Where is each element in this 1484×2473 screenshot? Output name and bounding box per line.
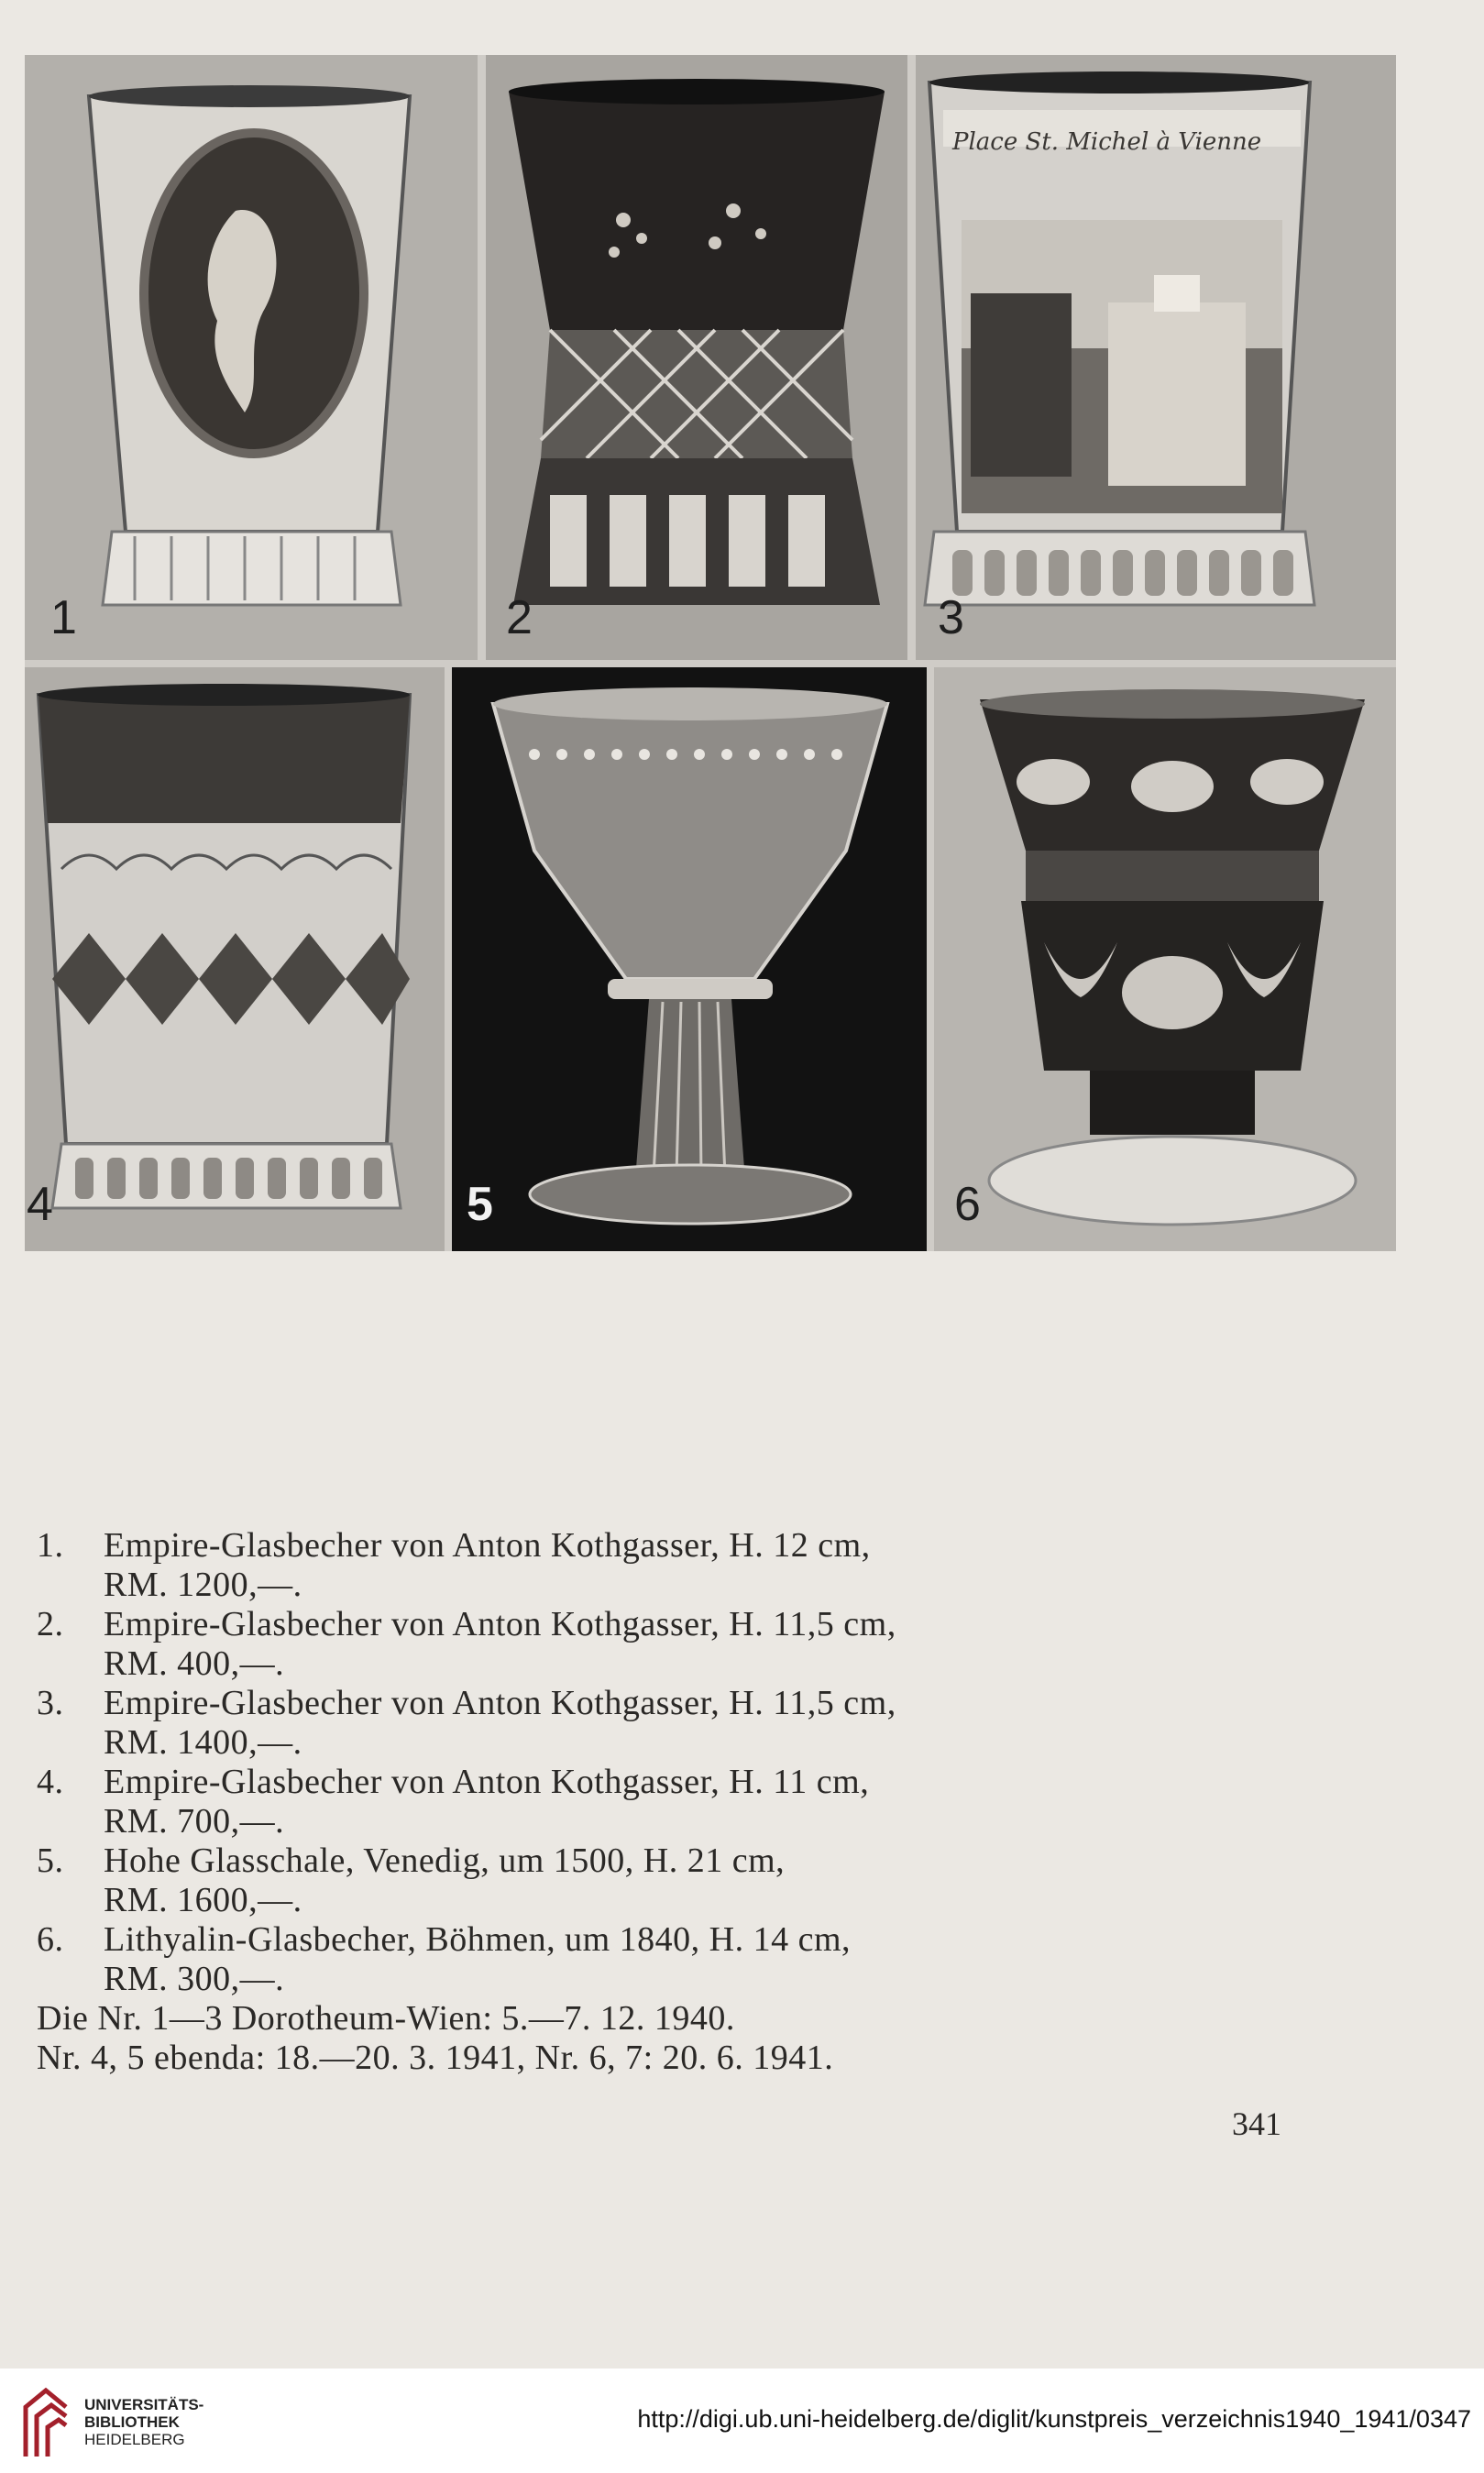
caption-item — [37, 1841, 1137, 1920]
glass-beaker-illustration — [934, 667, 1396, 1251]
caption-text: Empire-Glasbecher von Anton Kothgasser, H. 11,5 cm, — [104, 1605, 896, 1643]
caption-text: Lithyalin-Glasbecher, Böhmen, um 1840, H. 14 cm, — [104, 1920, 852, 1959]
auction-note: Nr. 4, 5 ebenda: 18.—20. 3. 1941, Nr. 6, 7: 20. 6. 1941. — [37, 2039, 834, 2077]
caption-number: 5. — [37, 1841, 64, 1880]
photo-1 — [25, 55, 478, 660]
caption-item — [37, 1605, 1137, 1684]
photo-3 — [916, 55, 1396, 660]
glass-beaker-illustration — [25, 55, 478, 660]
source-url-link[interactable]: http://digi.ub.uni-heidelberg.de/diglit/kunstpreis_verzeichnis1940_1941/0347 — [637, 2405, 1471, 2433]
caption-text: Empire-Glasbecher von Anton Kothgasser, H. 11,5 cm, — [104, 1684, 896, 1722]
inscription-text: Place St. Michel à Vienne — [952, 128, 1262, 156]
caption-price: RM. 1200,—. — [104, 1566, 302, 1604]
caption-item — [37, 1920, 1137, 1999]
photo-number: 2 — [506, 591, 533, 644]
caption-number: 3. — [37, 1684, 64, 1722]
page-number: 341 — [1232, 2105, 1281, 2142]
photo-6 — [934, 667, 1396, 1251]
library-name-line: HEIDELBERG — [84, 2431, 185, 2448]
library-footer — [0, 2369, 1484, 2473]
caption-number: 6. — [37, 1920, 64, 1959]
photo-4 — [25, 667, 445, 1251]
caption-item — [37, 1526, 1137, 1605]
photo-5 — [452, 667, 927, 1251]
photo-number: 1 — [50, 591, 77, 644]
photo-2 — [486, 55, 907, 660]
caption-price: RM. 700,—. — [104, 1802, 285, 1841]
caption-number: 1. — [37, 1526, 64, 1565]
goblet-illustration — [452, 667, 927, 1251]
photo-number: 3 — [938, 591, 964, 644]
library-logo-icon — [16, 2385, 71, 2460]
library-name-line: UNIVERSITÄTS- — [84, 2396, 204, 2413]
photo-number: 5 — [467, 1178, 493, 1231]
caption-price: RM. 300,—. — [104, 1960, 285, 1998]
photo-plate — [25, 55, 1396, 1251]
caption-price: RM. 1600,—. — [104, 1881, 302, 1919]
caption-number: 4. — [37, 1763, 64, 1801]
caption-price: RM. 400,—. — [104, 1644, 285, 1683]
caption-number: 2. — [37, 1605, 64, 1643]
caption-text: Empire-Glasbecher von Anton Kothgasser, H. 12 cm, — [104, 1526, 871, 1565]
auction-note: Die Nr. 1—3 Dorotheum-Wien: 5.—7. 12. 1940. — [37, 1999, 735, 2038]
caption-text: Hohe Glasschale, Venedig, um 1500, H. 21 cm, — [104, 1841, 786, 1880]
photo-number: 6 — [954, 1178, 981, 1231]
caption-item — [37, 1684, 1137, 1763]
glass-beaker-illustration — [25, 667, 445, 1251]
photo-number: 4 — [27, 1178, 53, 1231]
glass-beaker-illustration — [486, 55, 907, 660]
library-name — [84, 2396, 203, 2448]
caption-price: RM. 1400,—. — [104, 1723, 302, 1762]
library-name-line: BIBLIOTHEK — [84, 2413, 180, 2431]
caption-text: Empire-Glasbecher von Anton Kothgasser, H. 11 cm, — [104, 1763, 870, 1801]
caption-item — [37, 1763, 1137, 1841]
caption-list — [37, 1526, 1137, 2078]
